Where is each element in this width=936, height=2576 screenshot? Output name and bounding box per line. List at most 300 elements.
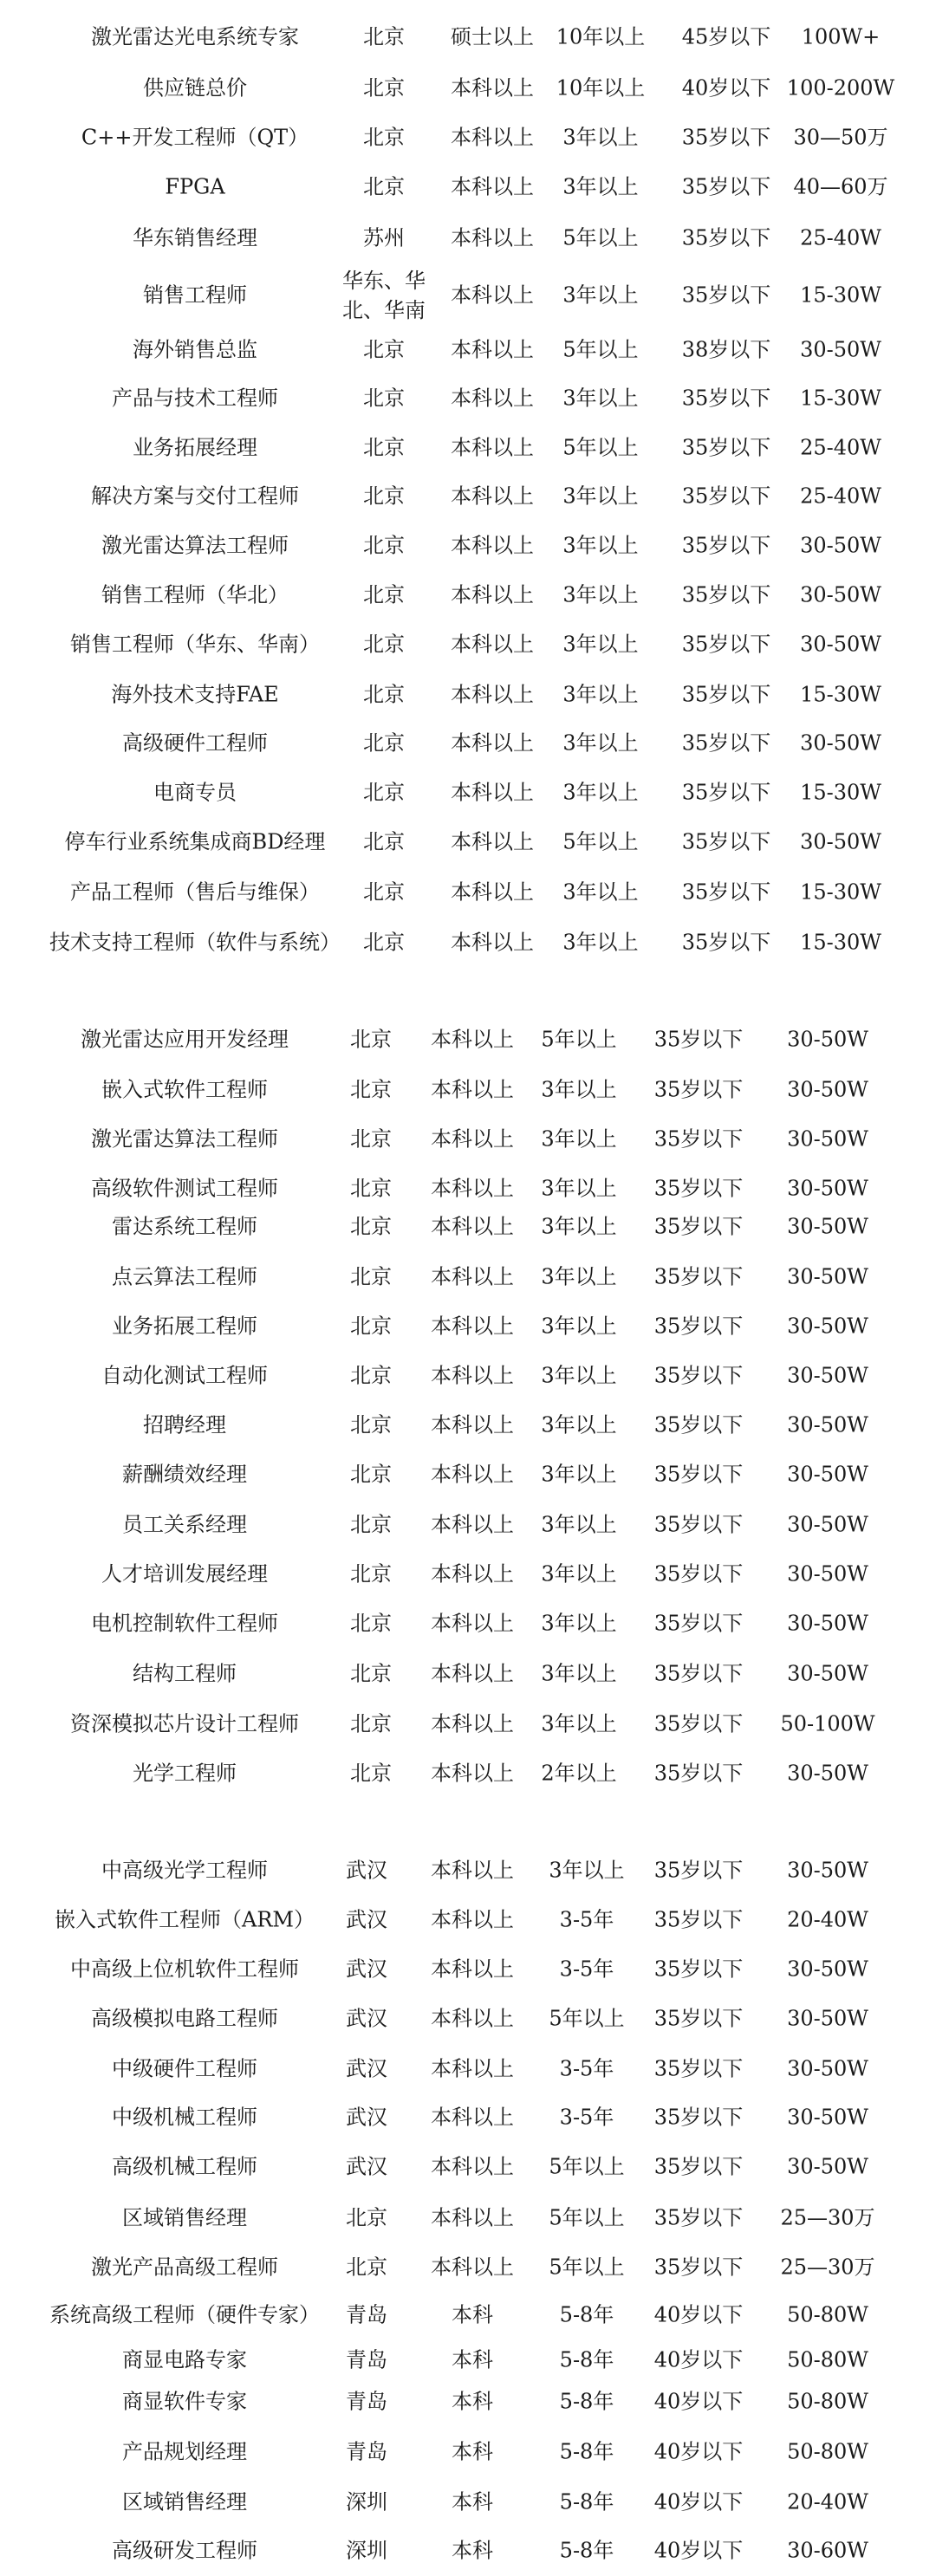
job-city: 北京 bbox=[350, 1661, 392, 1686]
job-title: 光学工程师 bbox=[133, 1761, 237, 1786]
job-edu: 本科以上 bbox=[451, 282, 534, 308]
job-salary: 50-80W bbox=[787, 2389, 868, 2414]
job-exp: 3年以上 bbox=[562, 682, 639, 707]
job-salary: 15-30W bbox=[800, 879, 881, 905]
job-age: 35岁以下 bbox=[653, 1858, 744, 1883]
job-age: 35岁以下 bbox=[653, 2205, 744, 2230]
job-age: 35岁以下 bbox=[653, 2006, 744, 2031]
job-age: 35岁以下 bbox=[653, 2056, 744, 2081]
job-city: 北京 bbox=[346, 2205, 387, 2230]
job-title: 中高级上位机软件工程师 bbox=[70, 1956, 299, 1982]
job-age: 35岁以下 bbox=[681, 780, 771, 805]
job-salary: 15-30W bbox=[800, 682, 881, 707]
job-title: 海外销售总监 bbox=[133, 337, 257, 362]
job-salary: 30-50W bbox=[800, 337, 881, 362]
job-edu: 本科以上 bbox=[431, 1264, 514, 1289]
job-edu: 本科以上 bbox=[431, 1176, 514, 1201]
job-exp: 3年以上 bbox=[562, 483, 639, 509]
job-title: 华东销售经理 bbox=[133, 225, 257, 250]
job-age: 35岁以下 bbox=[653, 2154, 744, 2179]
job-title: 激光雷达算法工程师 bbox=[101, 533, 289, 558]
job-salary: 25-40W bbox=[800, 435, 881, 460]
job-salary: 50-80W bbox=[787, 2439, 868, 2464]
job-city: 武汉 bbox=[346, 2154, 387, 2179]
job-title: 商显软件专家 bbox=[122, 2389, 247, 2414]
job-exp: 3年以上 bbox=[562, 780, 639, 805]
job-edu: 本科以上 bbox=[431, 1611, 514, 1636]
job-age: 35岁以下 bbox=[653, 1027, 744, 1052]
job-title: 产品与技术工程师 bbox=[112, 386, 278, 411]
job-exp: 3年以上 bbox=[562, 930, 639, 955]
job-edu: 本科以上 bbox=[431, 1956, 514, 1982]
job-city: 北京 bbox=[350, 1214, 392, 1239]
job-exp: 3年以上 bbox=[541, 1462, 617, 1487]
job-age: 35岁以下 bbox=[653, 1711, 744, 1736]
job-age: 35岁以下 bbox=[653, 1077, 744, 1102]
job-exp: 3年以上 bbox=[562, 386, 639, 411]
job-title: 高级硬件工程师 bbox=[122, 730, 268, 756]
job-title: 系统高级工程师（硬件专家） bbox=[49, 2302, 320, 2327]
job-city: 北京 bbox=[350, 1176, 392, 1201]
job-title: 中高级光学工程师 bbox=[101, 1858, 268, 1883]
job-exp: 5年以上 bbox=[549, 2255, 625, 2280]
job-salary: 15-30W bbox=[800, 930, 881, 955]
job-title: 高级模拟电路工程师 bbox=[91, 2006, 278, 2031]
job-title: 产品工程师（售后与维保） bbox=[70, 879, 320, 905]
job-title: 激光雷达算法工程师 bbox=[91, 1126, 278, 1152]
job-exp: 3年以上 bbox=[562, 879, 639, 905]
job-salary: 25—30万 bbox=[780, 2205, 875, 2230]
job-exp: 3年以上 bbox=[541, 1176, 617, 1201]
job-edu: 本科 bbox=[452, 2347, 493, 2372]
job-age: 35岁以下 bbox=[681, 435, 771, 460]
job-title: 嵌入式软件工程师 bbox=[101, 1077, 268, 1102]
job-exp: 3年以上 bbox=[562, 582, 639, 607]
job-salary: 30-60W bbox=[787, 2538, 868, 2563]
job-exp: 3年以上 bbox=[541, 1412, 617, 1437]
job-city: 北京 bbox=[350, 1462, 392, 1487]
job-title: 高级研发工程师 bbox=[112, 2538, 257, 2563]
job-exp: 3年以上 bbox=[562, 282, 639, 308]
job-edu: 本科以上 bbox=[431, 2105, 514, 2130]
job-title: 中级机械工程师 bbox=[112, 2105, 257, 2130]
job-salary: 30-50W bbox=[787, 2006, 868, 2031]
job-edu: 本科以上 bbox=[431, 2205, 514, 2230]
job-age: 35岁以下 bbox=[681, 632, 771, 657]
job-edu: 本科以上 bbox=[431, 1512, 514, 1537]
job-title: 区域销售经理 bbox=[122, 2489, 247, 2514]
job-exp: 5年以上 bbox=[562, 829, 639, 854]
job-exp: 5-8年 bbox=[559, 2347, 614, 2372]
job-title: 停车行业系统集成商BD经理 bbox=[64, 829, 326, 854]
job-salary: 30-50W bbox=[787, 1264, 868, 1289]
job-salary: 30-50W bbox=[787, 1126, 868, 1152]
job-edu: 本科以上 bbox=[431, 1314, 514, 1339]
job-title: FPGA bbox=[165, 174, 225, 199]
job-exp: 3年以上 bbox=[562, 533, 639, 558]
job-age: 35岁以下 bbox=[653, 1561, 744, 1586]
job-city: 北京 bbox=[350, 1512, 392, 1537]
job-edu: 本科以上 bbox=[451, 632, 534, 657]
job-salary: 30-50W bbox=[787, 1214, 868, 1239]
job-city: 青岛 bbox=[346, 2439, 387, 2464]
job-salary: 40—60万 bbox=[793, 174, 888, 199]
job-title: 薪酬绩效经理 bbox=[122, 1462, 247, 1487]
job-age: 40岁以下 bbox=[653, 2489, 744, 2514]
job-age: 35岁以下 bbox=[681, 829, 771, 854]
job-edu: 本科以上 bbox=[431, 2006, 514, 2031]
job-exp: 5-8年 bbox=[559, 2439, 614, 2464]
job-age: 35岁以下 bbox=[681, 483, 771, 509]
job-edu: 本科以上 bbox=[431, 1363, 514, 1388]
job-title: 雷达系统工程师 bbox=[112, 1214, 257, 1239]
job-edu: 本科以上 bbox=[451, 174, 534, 199]
job-salary: 25-40W bbox=[800, 225, 881, 250]
job-title: 激光雷达应用开发经理 bbox=[81, 1027, 289, 1052]
job-salary: 30-50W bbox=[787, 1176, 868, 1201]
job-exp: 3-5年 bbox=[559, 1907, 614, 1932]
job-age: 35岁以下 bbox=[653, 1661, 744, 1686]
job-city: 北京 bbox=[350, 1027, 392, 1052]
job-salary: 15-30W bbox=[800, 386, 881, 411]
job-salary: 25-40W bbox=[800, 483, 881, 509]
job-salary: 30-50W bbox=[800, 533, 881, 558]
job-age: 35岁以下 bbox=[653, 1314, 744, 1339]
job-exp: 3年以上 bbox=[562, 730, 639, 756]
job-edu: 本科 bbox=[452, 2538, 493, 2563]
job-salary: 30-50W bbox=[787, 2056, 868, 2081]
job-exp: 5年以上 bbox=[562, 337, 639, 362]
job-age: 40岁以下 bbox=[653, 2302, 744, 2327]
job-exp: 3年以上 bbox=[541, 1611, 617, 1636]
job-title: 结构工程师 bbox=[133, 1661, 237, 1686]
job-title: 激光雷达光电系统专家 bbox=[91, 24, 299, 49]
job-edu: 本科以上 bbox=[431, 1761, 514, 1786]
job-city: 北京 bbox=[363, 435, 405, 460]
job-city: 青岛 bbox=[346, 2389, 387, 2414]
job-exp: 5年以上 bbox=[562, 225, 639, 250]
job-salary: 30-50W bbox=[787, 1077, 868, 1102]
job-title: 销售工程师（华北） bbox=[101, 582, 289, 607]
job-edu: 本科以上 bbox=[431, 1661, 514, 1686]
job-age: 35岁以下 bbox=[681, 533, 771, 558]
job-exp: 5-8年 bbox=[559, 2538, 614, 2563]
job-salary: 50-100W bbox=[780, 1711, 875, 1736]
job-city: 北京 bbox=[350, 1711, 392, 1736]
job-title: 销售工程师 bbox=[143, 282, 247, 308]
job-city: 北京 bbox=[350, 1314, 392, 1339]
job-age: 35岁以下 bbox=[653, 1176, 744, 1201]
job-edu: 本科以上 bbox=[431, 1462, 514, 1487]
job-edu: 本科以上 bbox=[431, 1858, 514, 1883]
job-city: 北京 bbox=[350, 1264, 392, 1289]
job-age: 35岁以下 bbox=[653, 2255, 744, 2280]
job-edu: 本科以上 bbox=[431, 1907, 514, 1932]
job-city: 北京 bbox=[363, 930, 405, 955]
job-salary: 50-80W bbox=[787, 2347, 868, 2372]
job-title: 解决方案与交付工程师 bbox=[91, 483, 299, 509]
job-edu: 本科 bbox=[452, 2389, 493, 2414]
job-city: 青岛 bbox=[346, 2347, 387, 2372]
job-edu: 本科以上 bbox=[451, 483, 534, 509]
job-exp: 3-5年 bbox=[559, 2056, 614, 2081]
job-city: 武汉 bbox=[346, 1907, 387, 1932]
job-city: 北京 bbox=[350, 1412, 392, 1437]
job-edu: 本科以上 bbox=[431, 1077, 514, 1102]
job-salary: 30-50W bbox=[787, 2154, 868, 2179]
job-edu: 本科以上 bbox=[451, 829, 534, 854]
job-exp: 3年以上 bbox=[562, 125, 639, 150]
job-age: 40岁以下 bbox=[653, 2347, 744, 2372]
job-age: 35岁以下 bbox=[681, 386, 771, 411]
job-title: 技术支持工程师（软件与系统） bbox=[49, 930, 341, 955]
job-city: 北京 bbox=[363, 483, 405, 509]
job-salary: 20-40W bbox=[787, 1907, 868, 1932]
job-city: 华东、华北、华南 bbox=[342, 269, 426, 322]
job-city: 北京 bbox=[363, 780, 405, 805]
job-exp: 2年以上 bbox=[541, 1761, 617, 1786]
job-edu: 本科 bbox=[452, 2302, 493, 2327]
job-salary: 30-50W bbox=[787, 2105, 868, 2130]
job-city: 北京 bbox=[363, 632, 405, 657]
job-exp: 5-8年 bbox=[559, 2302, 614, 2327]
job-edu: 本科以上 bbox=[431, 2154, 514, 2179]
job-exp: 3年以上 bbox=[541, 1561, 617, 1586]
job-edu: 本科以上 bbox=[451, 337, 534, 362]
job-city: 北京 bbox=[363, 337, 405, 362]
job-salary: 30-50W bbox=[787, 1027, 868, 1052]
job-city: 北京 bbox=[363, 879, 405, 905]
job-edu: 本科以上 bbox=[451, 75, 534, 101]
job-salary: 30—50万 bbox=[793, 125, 888, 150]
job-edu: 本科以上 bbox=[451, 533, 534, 558]
job-edu: 本科以上 bbox=[451, 225, 534, 250]
job-title: 点云算法工程师 bbox=[112, 1264, 257, 1289]
job-exp: 5年以上 bbox=[562, 435, 639, 460]
job-edu: 本科以上 bbox=[431, 1412, 514, 1437]
job-exp: 3年以上 bbox=[541, 1363, 617, 1388]
job-title: 招聘经理 bbox=[143, 1412, 226, 1437]
job-edu: 硕士以上 bbox=[451, 24, 534, 49]
job-salary: 30-50W bbox=[800, 829, 881, 854]
job-title: 员工关系经理 bbox=[122, 1512, 247, 1537]
job-age: 35岁以下 bbox=[653, 1956, 744, 1982]
job-title: 业务拓展工程师 bbox=[112, 1314, 257, 1339]
job-edu: 本科 bbox=[452, 2489, 493, 2514]
job-age: 35岁以下 bbox=[653, 1462, 744, 1487]
job-city: 北京 bbox=[350, 1363, 392, 1388]
job-title: 人才培训发展经理 bbox=[101, 1561, 268, 1586]
job-exp: 5年以上 bbox=[549, 2154, 625, 2179]
job-age: 35岁以下 bbox=[681, 225, 771, 250]
job-salary: 30-50W bbox=[787, 1462, 868, 1487]
job-age: 35岁以下 bbox=[653, 2105, 744, 2130]
job-title: 自动化测试工程师 bbox=[101, 1363, 268, 1388]
job-age: 38岁以下 bbox=[681, 337, 771, 362]
job-age: 35岁以下 bbox=[653, 1264, 744, 1289]
job-exp: 3-5年 bbox=[559, 2105, 614, 2130]
job-exp: 5年以上 bbox=[549, 2205, 625, 2230]
job-title: 商显电路专家 bbox=[122, 2347, 247, 2372]
job-salary: 30-50W bbox=[787, 1761, 868, 1786]
job-age: 35岁以下 bbox=[681, 582, 771, 607]
job-salary: 30-50W bbox=[787, 1561, 868, 1586]
job-exp: 3年以上 bbox=[549, 1858, 625, 1883]
job-salary: 30-50W bbox=[787, 1858, 868, 1883]
job-exp: 3年以上 bbox=[541, 1077, 617, 1102]
job-salary: 20-40W bbox=[787, 2489, 868, 2514]
job-exp: 3-5年 bbox=[559, 1956, 614, 1982]
job-salary: 30-50W bbox=[800, 730, 881, 756]
job-salary: 15-30W bbox=[800, 780, 881, 805]
job-city: 青岛 bbox=[346, 2302, 387, 2327]
job-title: 电商专员 bbox=[153, 780, 237, 805]
job-title: 嵌入式软件工程师（ARM） bbox=[55, 1907, 315, 1932]
job-city: 武汉 bbox=[346, 2006, 387, 2031]
job-city: 北京 bbox=[363, 582, 405, 607]
job-edu: 本科以上 bbox=[451, 682, 534, 707]
job-exp: 3年以上 bbox=[541, 1264, 617, 1289]
job-title: C++开发工程师（QT） bbox=[81, 125, 309, 150]
job-age: 35岁以下 bbox=[681, 125, 771, 150]
job-city: 北京 bbox=[350, 1561, 392, 1586]
job-title: 区域销售经理 bbox=[122, 2205, 247, 2230]
job-title: 激光产品高级工程师 bbox=[91, 2255, 278, 2280]
job-edu: 本科以上 bbox=[451, 780, 534, 805]
job-edu: 本科以上 bbox=[431, 1126, 514, 1152]
job-age: 35岁以下 bbox=[653, 1412, 744, 1437]
job-city: 北京 bbox=[350, 1077, 392, 1102]
job-age: 35岁以下 bbox=[681, 174, 771, 199]
job-title: 高级软件测试工程师 bbox=[91, 1176, 278, 1201]
job-age: 35岁以下 bbox=[681, 879, 771, 905]
job-salary: 30-50W bbox=[787, 1611, 868, 1636]
job-age: 45岁以下 bbox=[681, 24, 771, 49]
job-exp: 3年以上 bbox=[562, 174, 639, 199]
job-title: 销售工程师（华东、华南） bbox=[70, 632, 320, 657]
job-exp: 3年以上 bbox=[541, 1126, 617, 1152]
job-edu: 本科以上 bbox=[451, 386, 534, 411]
job-city: 北京 bbox=[346, 2255, 387, 2280]
job-edu: 本科以上 bbox=[431, 1561, 514, 1586]
job-city: 北京 bbox=[350, 1761, 392, 1786]
job-salary: 25—30万 bbox=[780, 2255, 875, 2280]
job-exp: 10年以上 bbox=[556, 75, 646, 101]
job-city: 苏州 bbox=[363, 225, 405, 250]
job-title: 业务拓展经理 bbox=[133, 435, 257, 460]
job-exp: 3年以上 bbox=[541, 1314, 617, 1339]
job-title: 资深模拟芯片设计工程师 bbox=[70, 1711, 299, 1736]
job-edu: 本科以上 bbox=[431, 1214, 514, 1239]
job-city: 武汉 bbox=[346, 2056, 387, 2081]
job-title: 电机控制软件工程师 bbox=[91, 1611, 278, 1636]
job-city: 北京 bbox=[363, 24, 405, 49]
job-age: 35岁以下 bbox=[653, 1611, 744, 1636]
job-city: 北京 bbox=[350, 1611, 392, 1636]
job-age: 35岁以下 bbox=[653, 1512, 744, 1537]
job-exp: 3年以上 bbox=[562, 632, 639, 657]
job-salary: 100W+ bbox=[801, 24, 881, 49]
job-exp: 5-8年 bbox=[559, 2389, 614, 2414]
job-city: 北京 bbox=[363, 75, 405, 101]
job-edu: 本科以上 bbox=[451, 435, 534, 460]
job-salary: 30-50W bbox=[787, 1412, 868, 1437]
job-salary: 30-50W bbox=[787, 1363, 868, 1388]
job-edu: 本科以上 bbox=[451, 730, 534, 756]
job-edu: 本科以上 bbox=[431, 1027, 514, 1052]
job-city: 北京 bbox=[363, 730, 405, 756]
job-age: 35岁以下 bbox=[653, 1126, 744, 1152]
job-salary: 30-50W bbox=[800, 632, 881, 657]
job-age: 35岁以下 bbox=[681, 282, 771, 308]
job-age: 35岁以下 bbox=[681, 682, 771, 707]
job-age: 35岁以下 bbox=[653, 1907, 744, 1932]
job-salary: 50-80W bbox=[787, 2302, 868, 2327]
job-title: 高级机械工程师 bbox=[112, 2154, 257, 2179]
job-age: 35岁以下 bbox=[653, 1761, 744, 1786]
job-exp: 3年以上 bbox=[541, 1512, 617, 1537]
job-city: 武汉 bbox=[346, 2105, 387, 2130]
job-exp: 3年以上 bbox=[541, 1661, 617, 1686]
job-city: 深圳 bbox=[346, 2538, 387, 2563]
job-edu: 本科以上 bbox=[451, 879, 534, 905]
job-city: 北京 bbox=[363, 125, 405, 150]
job-salary: 30-50W bbox=[787, 1956, 868, 1982]
job-city: 深圳 bbox=[346, 2489, 387, 2514]
job-age: 35岁以下 bbox=[653, 1214, 744, 1239]
job-salary: 100-200W bbox=[786, 75, 895, 101]
job-title: 海外技术支持FAE bbox=[111, 682, 279, 707]
job-title: 中级硬件工程师 bbox=[112, 2056, 257, 2081]
job-age: 35岁以下 bbox=[681, 930, 771, 955]
job-exp: 10年以上 bbox=[556, 24, 646, 49]
job-city: 北京 bbox=[363, 533, 405, 558]
job-city: 北京 bbox=[350, 1126, 392, 1152]
job-title: 产品规划经理 bbox=[122, 2439, 247, 2464]
job-salary: 15-30W bbox=[800, 282, 881, 308]
job-exp: 3年以上 bbox=[541, 1214, 617, 1239]
job-city: 北京 bbox=[363, 682, 405, 707]
job-edu: 本科以上 bbox=[451, 930, 534, 955]
job-edu: 本科以上 bbox=[451, 125, 534, 150]
job-edu: 本科以上 bbox=[451, 582, 534, 607]
job-age: 35岁以下 bbox=[681, 730, 771, 756]
job-exp: 3年以上 bbox=[541, 1711, 617, 1736]
job-salary: 30-50W bbox=[787, 1512, 868, 1537]
job-edu: 本科以上 bbox=[431, 1711, 514, 1736]
job-salary: 30-50W bbox=[787, 1314, 868, 1339]
job-age: 40岁以下 bbox=[653, 2389, 744, 2414]
job-city: 武汉 bbox=[346, 1956, 387, 1982]
job-exp: 5年以上 bbox=[541, 1027, 617, 1052]
job-edu: 本科 bbox=[452, 2439, 493, 2464]
job-salary: 30-50W bbox=[787, 1661, 868, 1686]
job-edu: 本科以上 bbox=[431, 2255, 514, 2280]
job-salary: 30-50W bbox=[800, 582, 881, 607]
job-title: 供应链总价 bbox=[143, 75, 247, 101]
job-age: 35岁以下 bbox=[653, 1363, 744, 1388]
job-city: 北京 bbox=[363, 174, 405, 199]
job-age: 40岁以下 bbox=[681, 75, 771, 101]
job-age: 40岁以下 bbox=[653, 2538, 744, 2563]
job-exp: 5-8年 bbox=[559, 2489, 614, 2514]
job-city: 北京 bbox=[363, 386, 405, 411]
job-edu: 本科以上 bbox=[431, 2056, 514, 2081]
job-city: 武汉 bbox=[346, 1858, 387, 1883]
job-city: 北京 bbox=[363, 829, 405, 854]
job-age: 40岁以下 bbox=[653, 2439, 744, 2464]
job-exp: 5年以上 bbox=[549, 2006, 625, 2031]
